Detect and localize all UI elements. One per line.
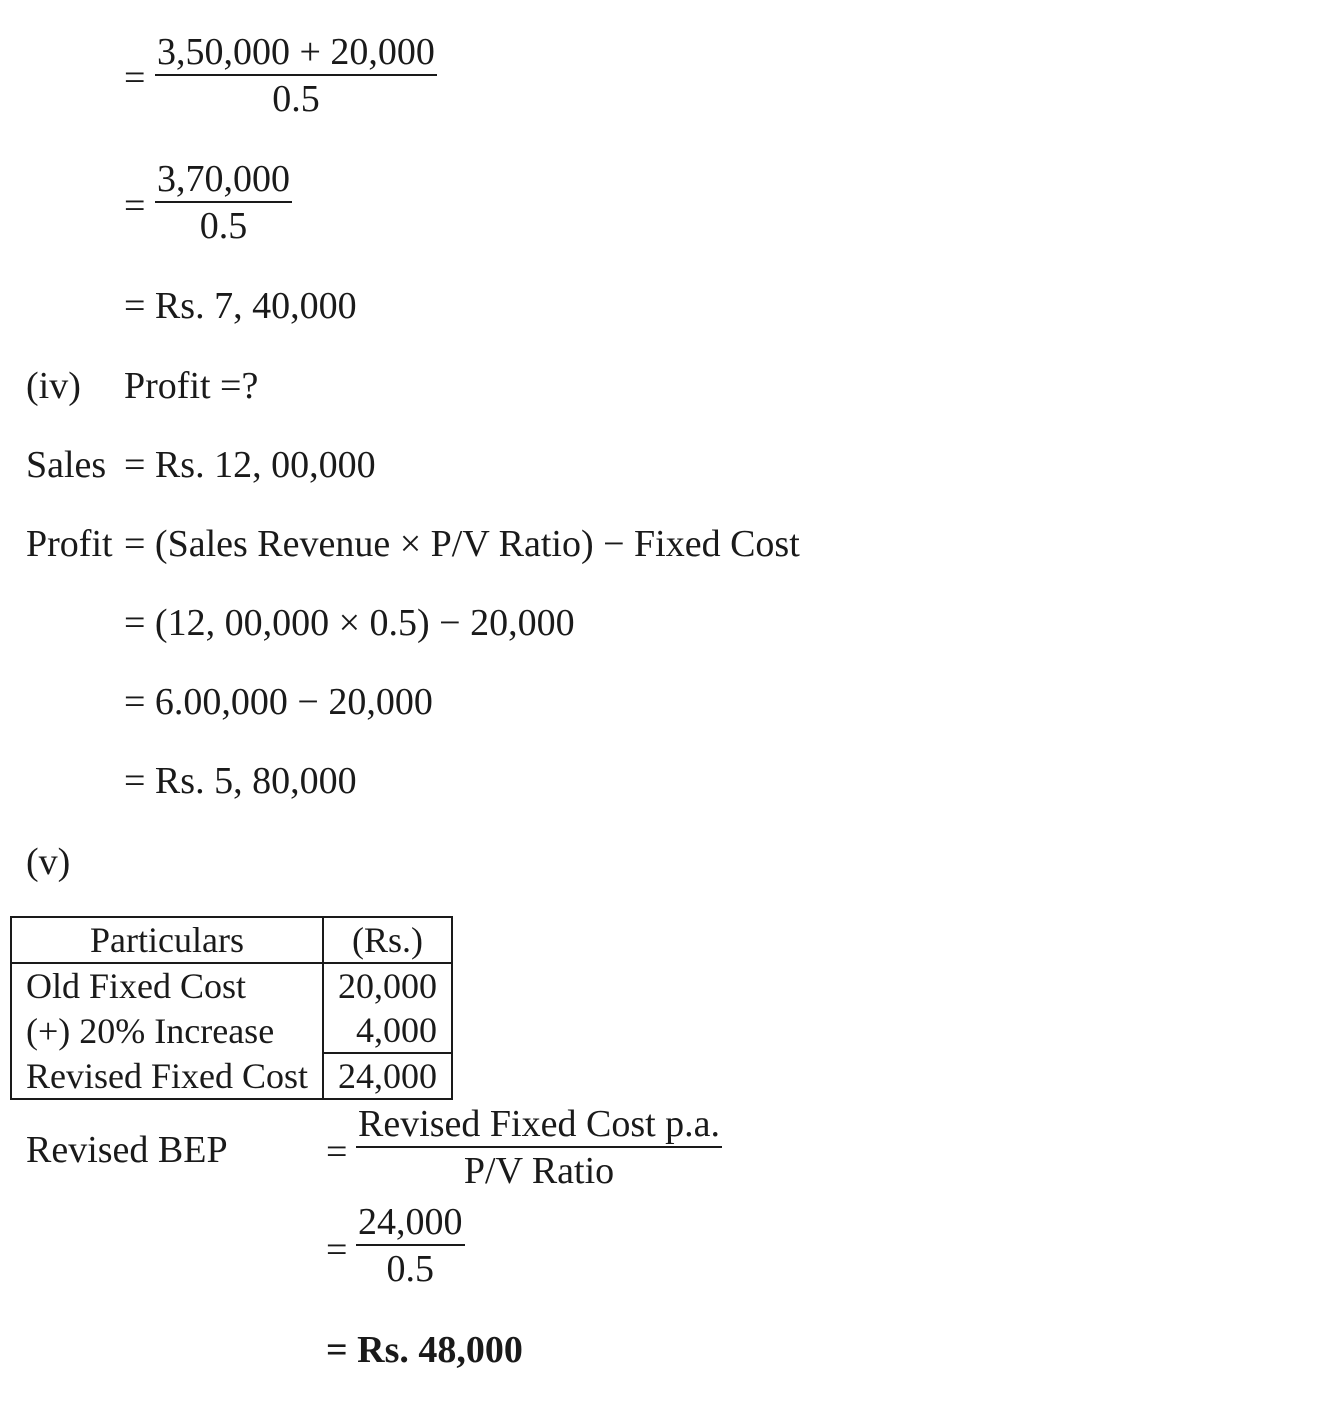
profit-step1: = (12, 00,000 × 0.5) − 20,000 (124, 602, 575, 644)
fraction-denominator: 0.5 (199, 205, 248, 247)
fraction-revised-bep-formula (356, 1102, 722, 1194)
fraction-denominator: 0.5 (272, 78, 320, 120)
fraction-revised-bep-step (356, 1200, 465, 1292)
revised-bep-label: Revised BEP (26, 1129, 228, 1171)
fraction-step1 (155, 30, 437, 122)
profit-label: Profit (26, 523, 113, 565)
fraction-numerator: Revised Fixed Cost p.a. (356, 1102, 722, 1148)
header-particulars: Particulars (11, 917, 323, 963)
fraction-denominator: 0.5 (386, 1248, 434, 1290)
fraction-step2 (155, 157, 292, 249)
table-row (11, 963, 452, 1008)
row-particular: Old Fixed Cost (11, 963, 323, 1008)
equals-sign: = (326, 1229, 348, 1271)
profit-result: = Rs. 5, 80,000 (124, 760, 357, 802)
fraction-numerator: 24,000 (356, 1200, 465, 1246)
row-amount: 20,000 (338, 966, 438, 1006)
revised-bep-result: = Rs. 48,000 (326, 1329, 523, 1371)
row-amount: 24,000 (323, 1053, 452, 1099)
equals-sign: = (326, 1131, 348, 1173)
part-v-label: (v) (26, 841, 71, 883)
header-amount: (Rs.) (323, 917, 452, 963)
equals-sign: = (124, 185, 146, 227)
fraction-denominator: P/V Ratio (463, 1150, 615, 1192)
table-row (11, 1008, 452, 1053)
fraction-numerator: 3,50,000 + 20,000 (155, 30, 437, 76)
sales-label: Sales (26, 444, 107, 486)
profit-formula: = (Sales Revenue × P/V Ratio) − Fixed Cost (124, 523, 800, 565)
table-header-row (11, 917, 452, 963)
row-amount: 4,000 (356, 1010, 438, 1050)
sales-value: = Rs. 12, 00,000 (124, 444, 376, 486)
table-row-total (11, 1053, 452, 1099)
equals-sign: = (124, 57, 146, 99)
row-particular: (+) 20% Increase (11, 1008, 323, 1053)
profit-step2: = 6.00,000 − 20,000 (124, 681, 433, 723)
row-particular: Revised Fixed Cost (11, 1053, 323, 1099)
bep-result: = Rs. 7, 40,000 (124, 285, 357, 327)
fixed-cost-table (10, 916, 453, 1100)
fraction-numerator: 3,70,000 (155, 157, 292, 203)
part-iv-question: Profit =? (124, 365, 259, 407)
part-iv-label: (iv) (26, 365, 81, 407)
